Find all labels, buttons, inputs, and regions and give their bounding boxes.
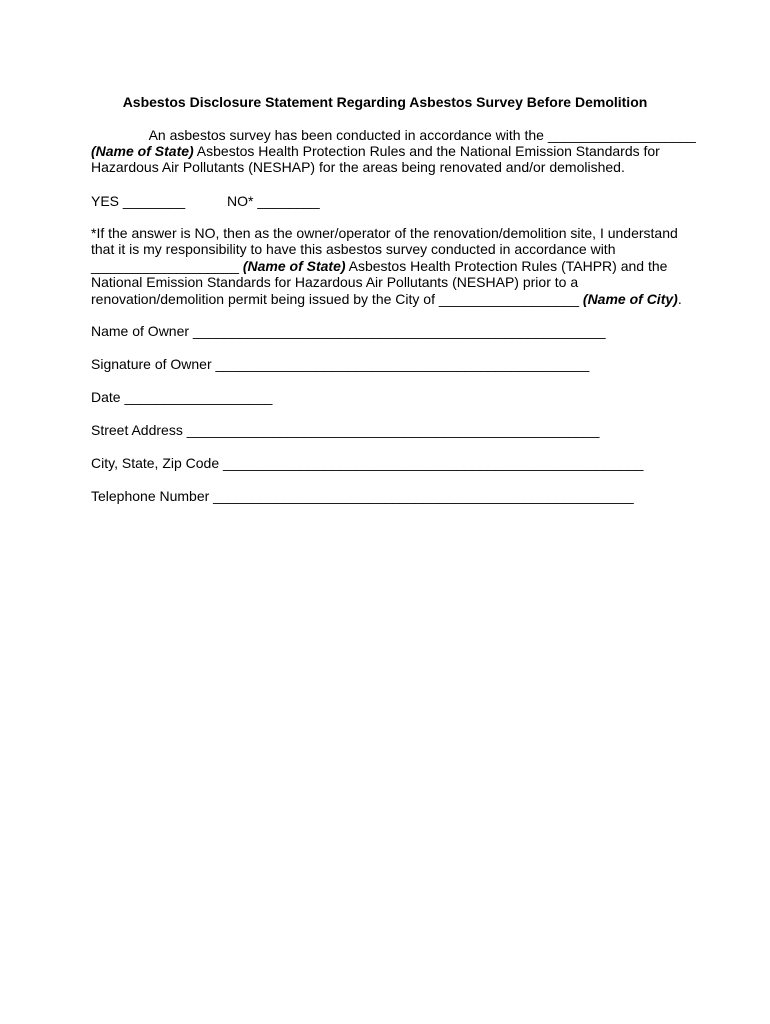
yes-answer-field[interactable]: YES ________: [91, 193, 186, 209]
signature-of-owner-field[interactable]: Signature of Owner ________________________________________________: [91, 356, 590, 372]
intro-line-3: Hazardous Air Pollutants (NESHAP) for the areas being renovated and/or demolished.: [91, 159, 625, 175]
intro-line-2: [91, 143, 660, 160]
intro-line-2-text: Asbestos Health Protection Rules and the National Emission Standards for: [193, 143, 660, 159]
note-line-4: National Emission Standards for Hazardous Air Pollutants (NESHAP) prior to a: [91, 274, 579, 290]
state-blank[interactable]: ___________________: [91, 258, 243, 274]
telephone-number-field[interactable]: Telephone Number ______________________________________________________: [91, 488, 634, 504]
name-of-state-placeholder: (Name of State): [242, 258, 346, 274]
note-line-1: *If the answer is NO, then as the owner/operator of the renovation/demolition site, I understand: [91, 225, 678, 241]
date-field[interactable]: Date ___________________: [91, 389, 273, 405]
street-address-field[interactable]: Street Address _____________________________________________________: [91, 422, 600, 438]
note-line-3: [91, 258, 667, 275]
name-of-owner-field[interactable]: Name of Owner _____________________________________________________: [91, 323, 606, 339]
intro-line-1: An asbestos survey has been conducted in accordance with the ___________________: [91, 127, 696, 143]
name-of-state-placeholder: (Name of State): [91, 143, 194, 159]
city-blank[interactable]: renovation/demolition permit being issued by the City of __________________: [91, 291, 583, 307]
note-line-2: that it is my responsibility to have this asbestos survey conducted in accordance with: [91, 241, 616, 257]
city-state-zip-field[interactable]: City, State, Zip Code ______________________________________________________: [91, 455, 644, 471]
no-answer-field[interactable]: NO* ________: [227, 193, 320, 209]
note-line-3-text: Asbestos Health Protection Rules (TAHPR) and the: [345, 258, 668, 274]
note-line-5: [91, 291, 682, 308]
document-title: Asbestos Disclosure Statement Regarding Asbestos Survey Before Demolition: [122, 94, 648, 110]
note-line-5-period: .: [677, 291, 682, 307]
name-of-city-placeholder: (Name of City): [582, 291, 678, 307]
